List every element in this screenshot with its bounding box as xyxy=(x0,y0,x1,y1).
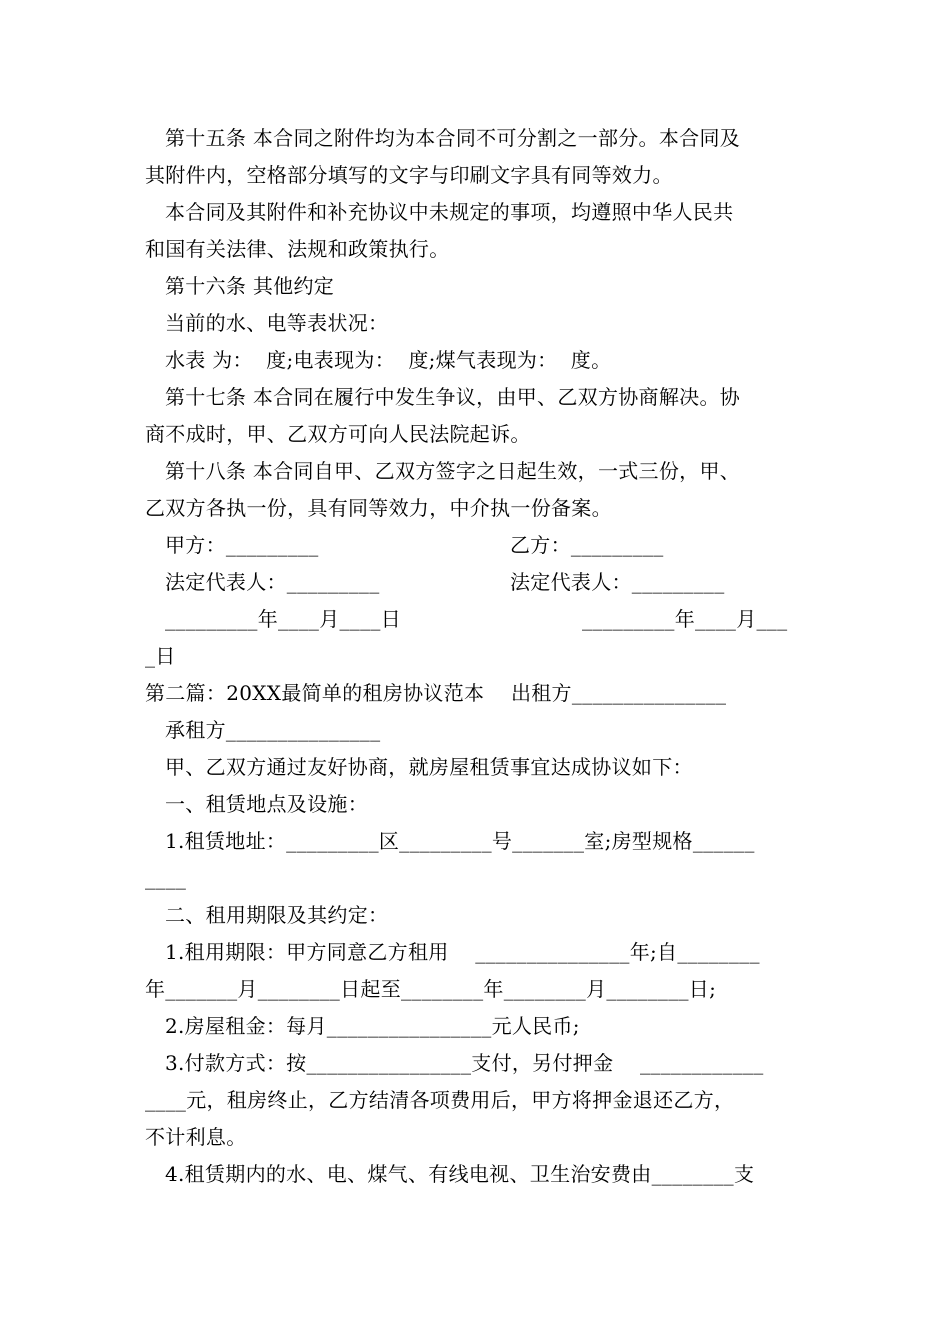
text-line: 第十六条 其他约定 xyxy=(165,274,335,298)
text-line: 第十八条 本合同自甲、乙双方签字之日起生效，一式三份，甲、 xyxy=(165,459,741,483)
text-line: 不计利息。 xyxy=(145,1125,247,1149)
party-b-line: 乙方：_________ xyxy=(510,533,664,557)
text-line: 一、租赁地点及设施： xyxy=(165,792,368,816)
party-b-representative-line: 法定代表人：_________ xyxy=(510,570,725,594)
text-line: 1.租赁地址：_________区_________号_______室;房型规格______ xyxy=(165,829,755,853)
party-b-date-line: _________年____月___ xyxy=(582,607,788,631)
text-line: 和国有关法律、法规和政策执行。 xyxy=(145,237,450,261)
text-line: 第十七条 本合同在履行中发生争议，由甲、乙双方协商解决。协 xyxy=(165,385,741,409)
text-line: 承租方_______________ xyxy=(165,718,381,742)
text-line: _日 xyxy=(145,644,176,668)
text-line: 二、租用期限及其约定： xyxy=(165,903,389,927)
section-heading: 第二篇：20XX最简单的租房协议范本 出租方_______________ xyxy=(145,681,727,705)
text-line: 2.房屋租金：每月________________元人民币; xyxy=(165,1014,580,1038)
text-line: 年_______月________日起至________年________月________日; xyxy=(145,977,717,1001)
text-line: 商不成时，甲、乙双方可向人民法院起诉。 xyxy=(145,422,531,446)
text-line: ____元，租房终止，乙方结清各项费用后，甲方将押金退还乙方， xyxy=(145,1088,735,1112)
text-line: 3.付款方式：按________________支付，另付押金 ____________ xyxy=(165,1051,764,1075)
text-line: ____ xyxy=(145,866,187,890)
text-line: 第十五条 本合同之附件均为本合同不可分割之一部分。本合同及 xyxy=(165,126,741,150)
party-a-date-line: _________年____月____日 xyxy=(165,607,401,631)
text-line: 本合同及其附件和补充协议中未规定的事项，均遵照中华人民共 xyxy=(165,200,734,224)
party-a-representative-line: 法定代表人：_________ xyxy=(165,570,380,594)
party-a-line: 甲方：_________ xyxy=(165,533,319,557)
text-line: 1.租用期限：甲方同意乙方租用 _______________年;自________ xyxy=(165,940,760,964)
text-line: 甲、乙双方通过友好协商，就房屋租赁事宜达成协议如下： xyxy=(165,755,693,779)
text-line: 其附件内，空格部分填写的文字与印刷文字具有同等效力。 xyxy=(145,163,673,187)
text-line: 当前的水、电等表状况： xyxy=(165,311,389,335)
text-line: 4.租赁期内的水、电、煤气、有线电视、卫生治安费由________支 xyxy=(165,1162,755,1186)
text-line: 水表 为： 度;电表现为： 度;煤气表现为： 度。 xyxy=(165,348,612,372)
text-line: 乙双方各执一份，具有同等效力，中介执一份备案。 xyxy=(145,496,612,520)
